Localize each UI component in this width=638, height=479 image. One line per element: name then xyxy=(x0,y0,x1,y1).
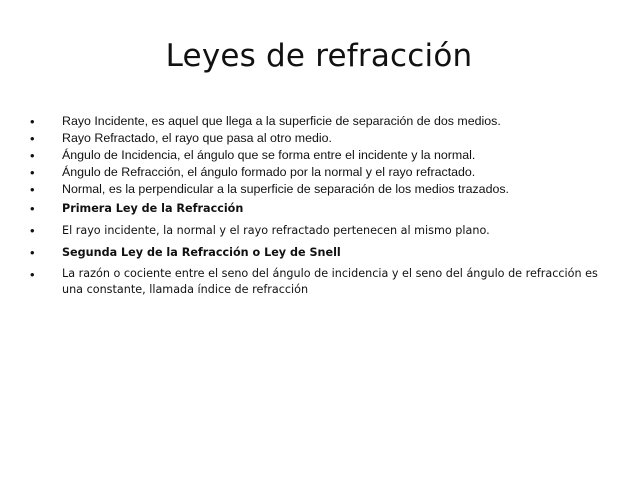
bullet-glyph: • xyxy=(30,245,35,260)
bullet-text: Ángulo de Incidencia, el ángulo que se forma entre el incidente y la normal. xyxy=(62,148,476,162)
bullet-angulo-incidencia xyxy=(30,147,610,164)
bullet-text: Rayo Refractado, el rayo que pasa al otro medio. xyxy=(62,131,332,145)
bullet-glyph: • xyxy=(30,114,35,129)
bullet-rayo-refractado xyxy=(30,130,610,147)
bullet-glyph: • xyxy=(30,182,35,197)
bullet-glyph: • xyxy=(30,201,35,216)
bullet-text: Segunda Ley de la Refracción o Ley de Snell xyxy=(62,246,341,259)
bullet-primera-ley-enunciado xyxy=(30,222,610,244)
bullet-primera-ley xyxy=(30,200,610,222)
bullet-glyph: • xyxy=(30,131,35,146)
bullet-text: Normal, es la perpendicular a la superficie de separación de los medios trazados. xyxy=(62,182,509,196)
bullet-text: El rayo incidente, la normal y el rayo refractado pertenecen al mismo plano. xyxy=(62,224,490,237)
bullet-text: Primera Ley de la Refracción xyxy=(62,202,244,215)
slide-title: Leyes de refracción xyxy=(165,38,473,74)
bullet-list xyxy=(30,113,610,298)
bullet-rayo-incidente xyxy=(30,113,610,130)
bullet-glyph: • xyxy=(30,223,35,238)
bullet-segunda-ley xyxy=(30,244,610,266)
bullet-glyph: • xyxy=(30,148,35,163)
bullet-glyph: • xyxy=(30,267,35,282)
bullet-angulo-refraccion xyxy=(30,164,610,181)
bullet-text: La razón o cociente entre el seno del ángulo de incidencia y el seno del ángulo de refracción es una constante, llamada índice de refracción xyxy=(62,267,598,296)
bullet-normal xyxy=(30,181,610,198)
bullet-glyph: • xyxy=(30,165,35,180)
bullet-ley-snell-enunciado xyxy=(30,266,610,298)
bullet-text: Ángulo de Refracción, el ángulo formado por la normal y el rayo refractado. xyxy=(62,165,476,179)
bullet-text: Rayo Incidente, es aquel que llega a la superficie de separación de dos medios. xyxy=(62,114,501,128)
